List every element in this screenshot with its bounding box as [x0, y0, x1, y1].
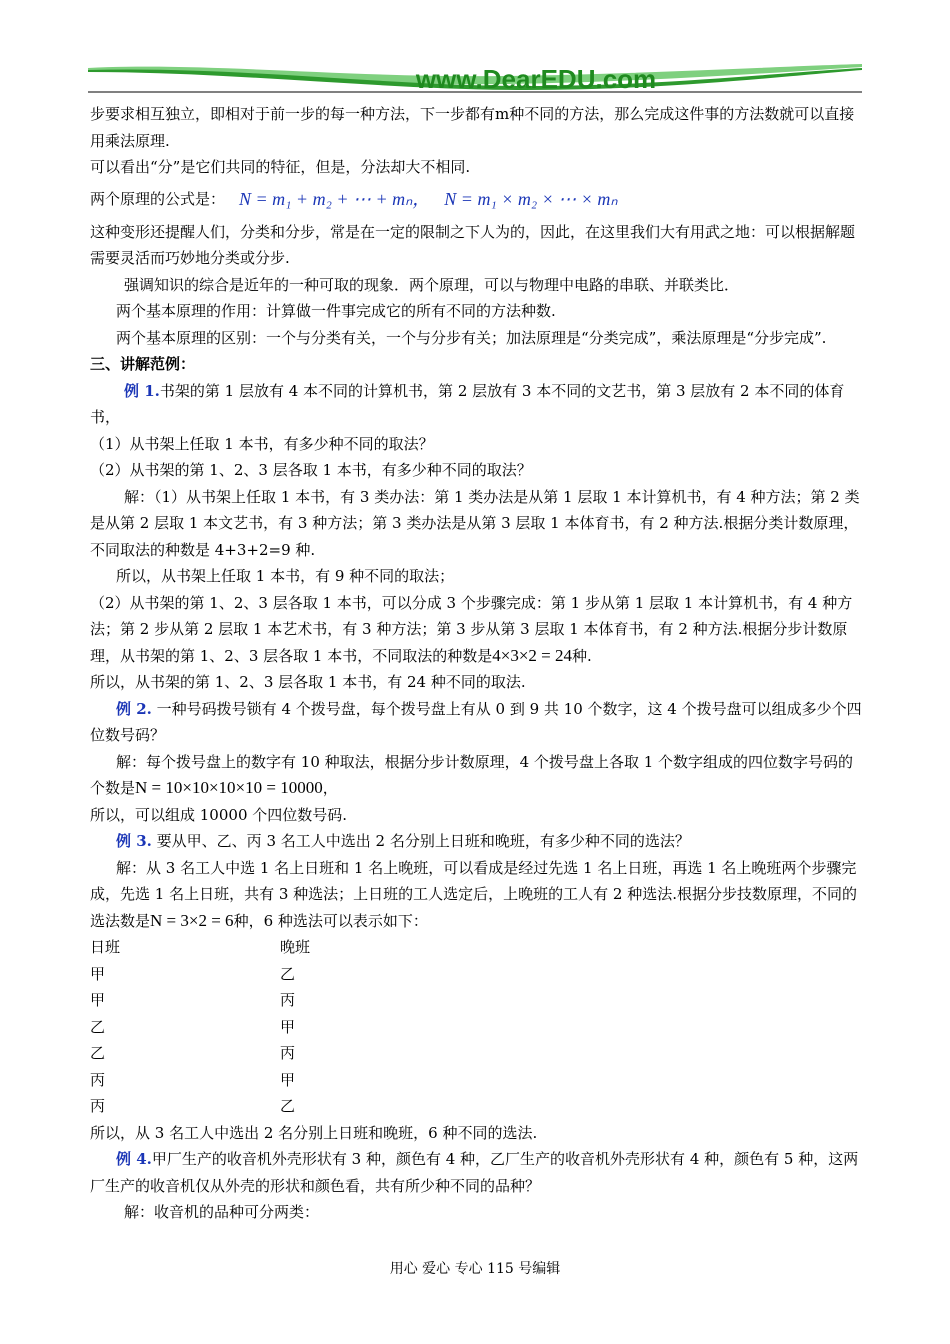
table-row: [90, 961, 862, 988]
table-cell: 甲: [280, 1017, 296, 1036]
document-body: [90, 101, 862, 1226]
conclusion: 所以，从 3 名工人中选出 2 名分别上日班和晚班，6 种不同的选法.: [90, 1123, 538, 1142]
conclusion: 所以，从书架上任取 1 本书，有 9 种不同的取法；: [116, 567, 455, 585]
solution: [90, 590, 862, 670]
conclusion: 所以，从书架的第 1、2、3 层各取 1 本书，有 24 种不同的取法.: [90, 673, 526, 691]
table-header: [90, 934, 862, 961]
table-cell: 乙: [90, 1044, 106, 1062]
paragraph: 这种变形还提醒人们，分类和分步，常是在一定的限制之下人为的，因此，在这里我们大有用武之地：可以根据解题需要灵活而巧妙地分类或分步.: [90, 222, 856, 267]
paragraph: 步要求相互独立，即相对于前一步的每一种方法，下一步都有m种不同的方法，那么完成这件事的方法数就可以直接用乘法原理.: [90, 105, 855, 150]
example-4: [90, 1146, 862, 1199]
section-title: 三、讲解范例：: [90, 355, 196, 373]
table-cell: 丙: [280, 991, 296, 1009]
example-1: [90, 378, 862, 431]
table-row: [90, 987, 862, 1014]
paragraph: 强调知识的综合是近年的一种可取的现象．两个原理，可以与物理中电路的串联、并联类比．: [124, 275, 740, 294]
example-text: 书架的第 1 层放有 4 本不同的计算机书，第 2 层放有 3 本不同的文艺书，第 3 层放有 2 本不同的体育书，: [90, 381, 845, 426]
solution-text: 解：每个拨号盘上的数字有 10 种取法，根据分步计数原理，4 个拨号盘上各取 1 个数字组成的四位数字号码的个数是: [90, 752, 854, 797]
table-cell: 甲: [90, 991, 106, 1009]
logo-text: www.DearEDU.com: [415, 64, 657, 94]
example-label: 例 1.: [124, 381, 160, 400]
page-footer: 用心 爱心 专心 115 号编辑: [389, 1261, 561, 1277]
table-cell: 甲: [90, 964, 106, 983]
example-text: 一种号码拨号锁有 4 个拨号盘，每个拨号盘上有从 0 到 9 共 10 个数字，这 4 个拨号盘可以组成多少个四位数号码？: [90, 699, 862, 744]
addition-formula: N = m₁ + m₂ + ⋯ + mₙ，: [239, 189, 431, 210]
question-2: （2）从书架的第 1、2、3 层各取 1 本书，有多少种不同的取法？: [90, 461, 532, 479]
math-expression: 4×3×2 = 24: [492, 645, 573, 665]
example-label: 例 4.: [116, 1150, 152, 1168]
multiplication-formula: N = m₁ × m₂ × ⋯ × mₙ: [444, 189, 618, 210]
math-expression: N = 10×10×10×10 = 10000: [135, 778, 323, 797]
site-header-banner: [86, 60, 864, 96]
table-header-cell: 晚班: [280, 938, 311, 956]
green-swoosh-logo: [86, 60, 864, 96]
table-row: [90, 1014, 862, 1041]
formula-line: [90, 181, 862, 219]
solution-text: ，: [322, 779, 338, 797]
math-expression: N = 3×2 = 6: [150, 910, 234, 930]
formula-label: 两个原理的公式是：: [90, 190, 226, 209]
table-row: [90, 1093, 862, 1120]
paragraph: 两个基本原理的区别：一个与分类有关，一个与分步有关；加法原理是“分类完成”，乘法原理是“分步完成”.: [116, 328, 827, 347]
table-cell: 丙: [280, 1044, 296, 1062]
table-cell: 乙: [280, 1097, 296, 1115]
table-header-cell: 日班: [90, 938, 121, 956]
example-text: 甲厂生产的收音机外壳形状有 3 种，颜色有 4 种，乙厂生产的收音机外壳形状有 4 种，颜色有 5 种，这两厂生产的收音机仅从外壳的形状和颜色看，共有所少种不同的品种？: [90, 1150, 859, 1195]
solution: [90, 855, 862, 935]
example-2: [90, 696, 862, 749]
shift-table: [90, 934, 862, 1120]
table-cell: 甲: [280, 1070, 296, 1089]
table-row: [90, 1067, 862, 1094]
solution: 解：（1）从书架上任取 1 本书，有 3 类办法：第 1 类办法是从第 1 层取 1 本计算机书，有 4 种方法；第 2 类是从第 2 层取 1 本文艺书，有 3 种方法；第 3 类办法是从第 3 层取 1 本体育书，有 2 种方法.根据分类计数原理，不同取法的种数是 4+3+2=9 种.: [90, 487, 860, 559]
paragraph: 两个基本原理的作用：计算做一件事完成它的所有不同的方法种数.: [116, 302, 556, 320]
solution-text: 种，6 种选法可以表示如下：: [233, 911, 428, 930]
solution: [90, 749, 862, 802]
solution: 解：收音机的品种可分两类：: [124, 1203, 320, 1221]
solution-text: 解：从 3 名工人中选 1 名上日班和 1 名上晚班，可以看成是经过先选 1 名上日班，再选 1 名上晚班两个步骤完成，先选 1 名上日班，共有 3 种选法；上日班的工人选定后，上晚班的工人有 2 种选法.根据分步技数原理，不同的选法数是: [90, 858, 858, 930]
table-row: [90, 1040, 862, 1067]
table-cell: 丙: [90, 1097, 106, 1115]
table-cell: 丙: [90, 1070, 106, 1089]
solution-text: 种.: [572, 646, 592, 665]
table-cell: 乙: [90, 1017, 106, 1036]
example-label: 例 2.: [116, 699, 152, 718]
solution-text: （2）从书架的第 1、2、3 层各取 1 本书，可以分成 3 个步骤完成：第 1 步从第 1 层取 1 本计算机书，有 4 种方法；第 2 步从第 2 层取 1 本艺术书，有 3 种方法；第 3 步从第 3 层取 1 本体育书，有 2 种方法.根据分步计数原理，从书架的第 1、2、3 层各取 1 本书，不同取法的种数是: [90, 593, 853, 665]
example-3: [90, 828, 862, 855]
paragraph: 可以看出“分”是它们共同的特征，但是，分法却大不相同.: [90, 158, 471, 176]
example-label: 例 3.: [116, 832, 152, 850]
example-text: 要从甲、乙、丙 3 名工人中选出 2 名分别上日班和晚班，有多少种不同的选法？: [156, 832, 690, 850]
table-cell: 乙: [280, 964, 296, 983]
question-1: （1）从书架上任取 1 本书，有多少种不同的取法？: [90, 434, 434, 453]
conclusion: 所以，可以组成 10000 个四位数号码.: [90, 805, 348, 824]
